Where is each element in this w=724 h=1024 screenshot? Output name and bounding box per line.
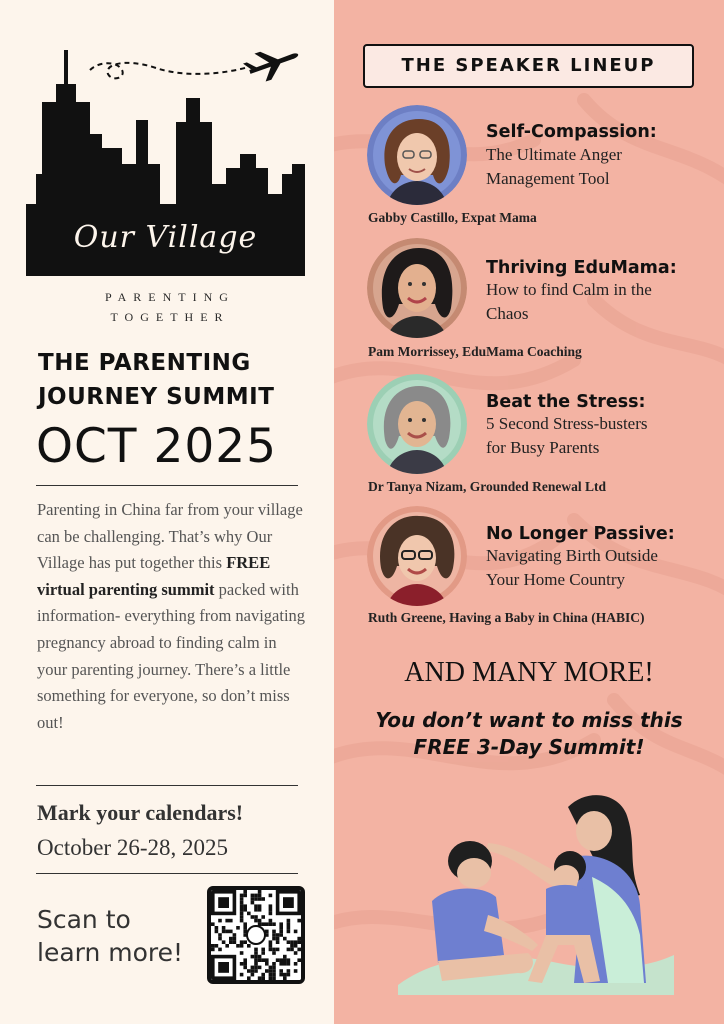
speaker-photo-ruth: [367, 506, 467, 606]
talk-1-speaker: Gabby Castillo, Expat Mama: [368, 210, 537, 225]
qr-code[interactable]: [207, 886, 305, 984]
talk-4-speaker: Ruth Greene, Having a Baby in China (HABIC): [368, 610, 645, 625]
divider: [36, 785, 298, 786]
brand-name: Our Village: [73, 220, 258, 255]
summit-title: [38, 346, 318, 414]
and-many-more: AND MANY MORE!: [404, 657, 654, 688]
talk-2-subtitle-line-1: How to find Calm in the: [486, 280, 652, 299]
scan-line-2: learn more!: [37, 938, 184, 967]
talk-3-subtitle-line-1: 5 Second Stress-busters: [486, 414, 648, 433]
summit-title-line-1: THE PARENTING: [38, 350, 251, 376]
talk-2-title: Thriving EduMama:: [486, 258, 677, 278]
person-portrait-icon: [367, 374, 467, 474]
talk-3-subtitle: [486, 412, 716, 460]
talk-1-title: Self-Compassion:: [486, 122, 657, 142]
talk-1-subtitle-line-2: Management Tool: [486, 169, 610, 188]
left-panel: [0, 0, 334, 1024]
cta-line-2: FREE 3-Day Summit!: [413, 735, 645, 759]
divider: [36, 873, 298, 874]
talk-4-subtitle: [486, 544, 716, 592]
intro-text-1: Parenting in China far from your village can be challenging. That’s why Our Village has put together this: [37, 500, 303, 573]
speaker-photo-gabby: [367, 105, 467, 205]
calendar-heading: Mark your calendars!: [37, 800, 244, 825]
talk-2-subtitle-line-2: Chaos: [486, 304, 529, 323]
talk-2-subtitle: [486, 278, 716, 326]
speaker-lineup-heading: THE SPEAKER LINEUP: [363, 44, 694, 88]
talk-4-subtitle-line-1: Navigating Birth Outside: [486, 546, 658, 565]
qr-code-icon: [211, 890, 301, 980]
speaker-photo-tanya: [367, 374, 467, 474]
intro-bold-text: FREE virtual parenting summit: [37, 553, 271, 599]
talk-4-subtitle-line-2: Your Home Country: [486, 570, 626, 589]
talk-4-title: No Longer Passive:: [486, 524, 675, 544]
intro-text-2: packed with information- everything from navigating pregnancy abroad to finding calm in your parenting journey. There’s a little something for everyone, so don’t miss out!: [37, 579, 306, 732]
talk-3-speaker: Dr Tanya Nizam, Grounded Renewal Ltd: [368, 479, 607, 494]
scan-line-1: Scan to: [37, 905, 131, 934]
speaker-photo-pam: [367, 238, 467, 338]
person-portrait-icon: [367, 238, 467, 338]
divider: [36, 485, 298, 486]
person-portrait-icon: [367, 506, 467, 606]
person-portrait-icon: [367, 105, 467, 205]
tagline-line-2: TOGETHER: [110, 310, 230, 324]
summit-dates: October 26-28, 2025: [37, 835, 228, 860]
intro-paragraph: [37, 497, 309, 736]
talk-2-speaker: Pam Morrissey, EduMama Coaching: [368, 344, 582, 359]
cta-text: [334, 707, 724, 761]
talk-3-subtitle-line-2: for Busy Parents: [486, 438, 600, 457]
our-village-logo: [26, 44, 308, 276]
family-illustration: [378, 785, 678, 995]
talk-1-subtitle: [486, 143, 716, 191]
tagline-line-1: PARENTING: [105, 290, 235, 304]
right-panel: [334, 0, 724, 1024]
talk-1-subtitle-line-1: The Ultimate Anger: [486, 145, 622, 164]
cta-line-1: You don’t want to miss this: [375, 708, 683, 732]
summit-title-line-2: JOURNEY SUMMIT: [38, 384, 275, 410]
talk-3-title: Beat the Stress:: [486, 392, 646, 412]
summit-date: OCT 2025: [36, 419, 278, 474]
scan-prompt: [37, 903, 183, 969]
